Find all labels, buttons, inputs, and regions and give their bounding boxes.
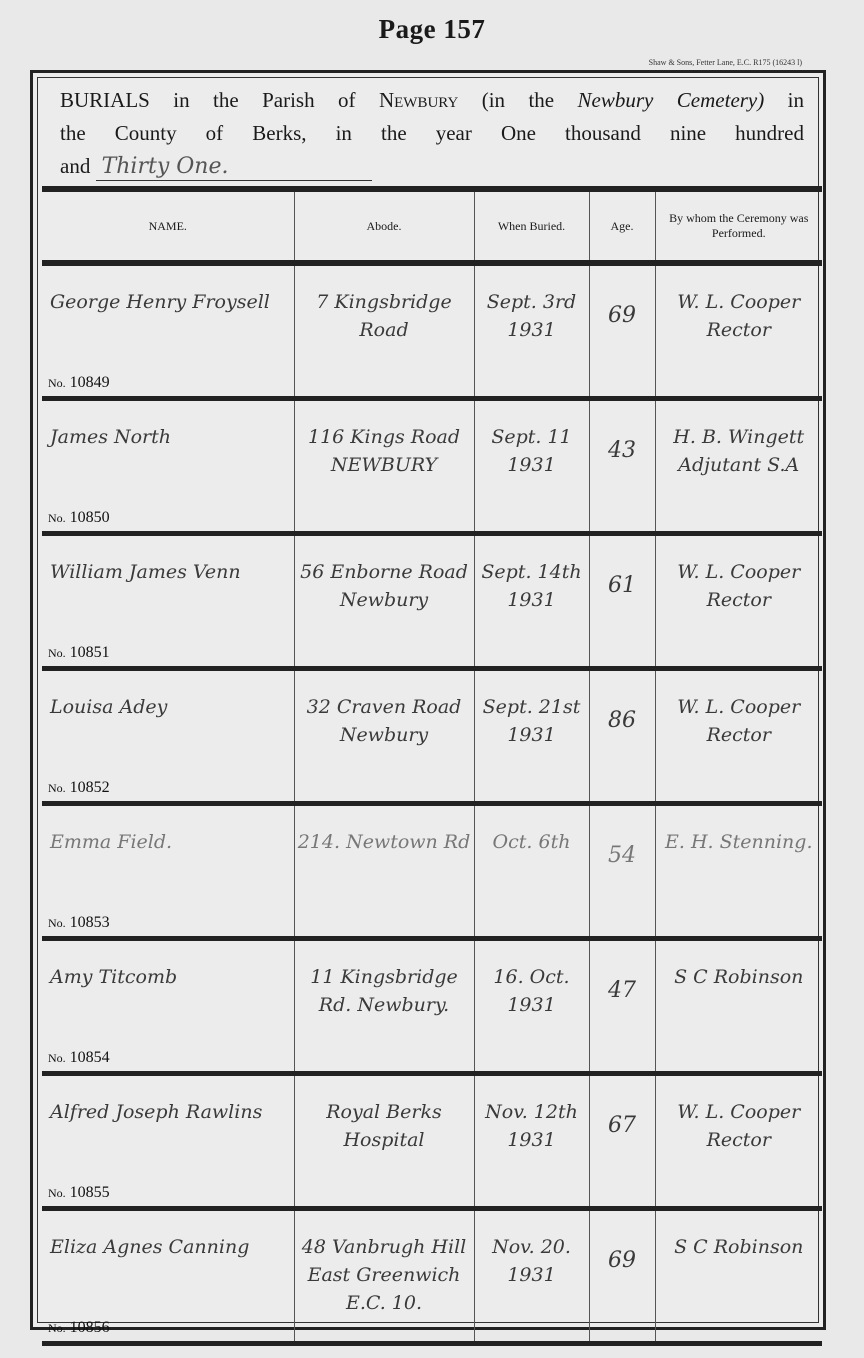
age-cell: 43 (589, 399, 655, 534)
heading-parish-of: in the Parish of (173, 88, 356, 112)
table-header-row (42, 189, 822, 263)
entry-name: Alfred Joseph Rawlins (50, 1101, 263, 1123)
entry-number: No. 10849 (48, 374, 110, 391)
entry-number: No. 10855 (48, 1184, 110, 1201)
abode-cell: Royal Berks Hospital (294, 1074, 474, 1209)
name-cell (42, 1209, 294, 1344)
officiant-cell: W. L. Cooper Rector (655, 534, 822, 669)
name-cell (42, 939, 294, 1074)
age-cell: 67 (589, 1074, 655, 1209)
when-buried-cell: 16. Oct. 1931 (474, 939, 589, 1074)
heading-burials: BURIALS (60, 88, 150, 112)
register-frame (30, 70, 826, 1336)
page-number: Page 157 (378, 14, 486, 44)
age-cell: 61 (589, 534, 655, 669)
entry-number: No. 10853 (48, 914, 110, 931)
officiant-cell: W. L. Cooper Rector (655, 263, 822, 399)
when-buried-cell: Oct. 6th (474, 804, 589, 939)
age-cell: 86 (589, 669, 655, 804)
officiant-cell: W. L. Cooper Rector (655, 1074, 822, 1209)
age-cell: 47 (589, 939, 655, 1074)
entry-number: No. 10852 (48, 779, 110, 796)
age-cell: 54 (589, 804, 655, 939)
register-heading (60, 84, 804, 183)
officiant-cell: S C Robinson (655, 939, 822, 1074)
table-row (42, 669, 822, 804)
when-buried-cell: Nov. 12th 1931 (474, 1074, 589, 1209)
col-header-name: NAME. (42, 189, 294, 263)
abode-cell: 116 Kings Road NEWBURY (294, 399, 474, 534)
heading-parish-name: Newbury (378, 88, 459, 112)
abode-cell: 11 Kingsbridge Rd. Newbury. (294, 939, 474, 1074)
table-row (42, 1074, 822, 1209)
table-row (42, 399, 822, 534)
age-cell: 69 (589, 1209, 655, 1344)
table-row (42, 939, 822, 1074)
when-buried-cell: Sept. 11 1931 (474, 399, 589, 534)
heading-cemetery: Newbury Cemetery) (577, 88, 765, 112)
table-row (42, 1209, 822, 1344)
officiant-cell: E. H. Stenning. (655, 804, 822, 939)
entry-number: No. 10850 (48, 509, 110, 526)
heading-line-1 (60, 84, 804, 117)
name-cell (42, 1074, 294, 1209)
name-cell (42, 804, 294, 939)
entry-name: Eliza Agnes Canning (50, 1236, 250, 1258)
officiant-cell: H. B. Wingett Adjutant S.A (655, 399, 822, 534)
age-cell: 69 (589, 263, 655, 399)
entry-name: George Henry Froysell (50, 291, 270, 313)
entry-name: William James Venn (50, 561, 241, 583)
when-buried-cell: Sept. 14th 1931 (474, 534, 589, 669)
col-header-abode: Abode. (294, 189, 474, 263)
year-handwritten: Thirty One. (96, 154, 372, 181)
col-header-when-buried: When Buried. (474, 189, 589, 263)
table-row (42, 534, 822, 669)
abode-cell: 7 Kingsbridge Road (294, 263, 474, 399)
abode-cell: 56 Enborne Road Newbury (294, 534, 474, 669)
entry-number: No. 10856 (48, 1319, 110, 1336)
when-buried-cell: Sept. 3rd 1931 (474, 263, 589, 399)
abode-cell: 32 Craven Road Newbury (294, 669, 474, 804)
entry-name: Amy Titcomb (50, 966, 178, 988)
officiant-cell: S C Robinson (655, 1209, 822, 1344)
heading-in-the: (in the (481, 88, 555, 112)
register-inner-border (37, 77, 819, 1336)
col-header-by-whom: By whom the Ceremony was Performed. (655, 189, 822, 263)
when-buried-cell: Sept. 21st 1931 (474, 669, 589, 804)
name-cell (42, 669, 294, 804)
entry-name: Emma Field. (50, 831, 173, 853)
when-buried-cell: Nov. 20. 1931 (474, 1209, 589, 1344)
entry-name: James North (50, 426, 172, 448)
name-cell (42, 263, 294, 399)
abode-cell: 48 Vanbrugh Hill East Greenwich E.C. 10. (294, 1209, 474, 1344)
col-header-age: Age. (589, 189, 655, 263)
heading-and: and (60, 154, 91, 178)
entry-name: Louisa Adey (50, 696, 168, 718)
burial-register-table (42, 186, 822, 1346)
heading-in: in (787, 88, 805, 112)
entry-number: No. 10851 (48, 644, 110, 661)
abode-cell: 214. Newtown Rd (294, 804, 474, 939)
printer-imprint: Shaw & Sons, Fetter Lane, E.C. R175 (16243 l) (648, 58, 802, 67)
name-cell (42, 534, 294, 669)
entry-number: No. 10854 (48, 1049, 110, 1066)
table-row (42, 804, 822, 939)
heading-line-3 (60, 150, 804, 183)
officiant-cell: W. L. Cooper Rector (655, 669, 822, 804)
heading-line-2: the County of Berks, in the year One thousand nine hundred (60, 121, 804, 145)
table-row (42, 263, 822, 399)
name-cell (42, 399, 294, 534)
